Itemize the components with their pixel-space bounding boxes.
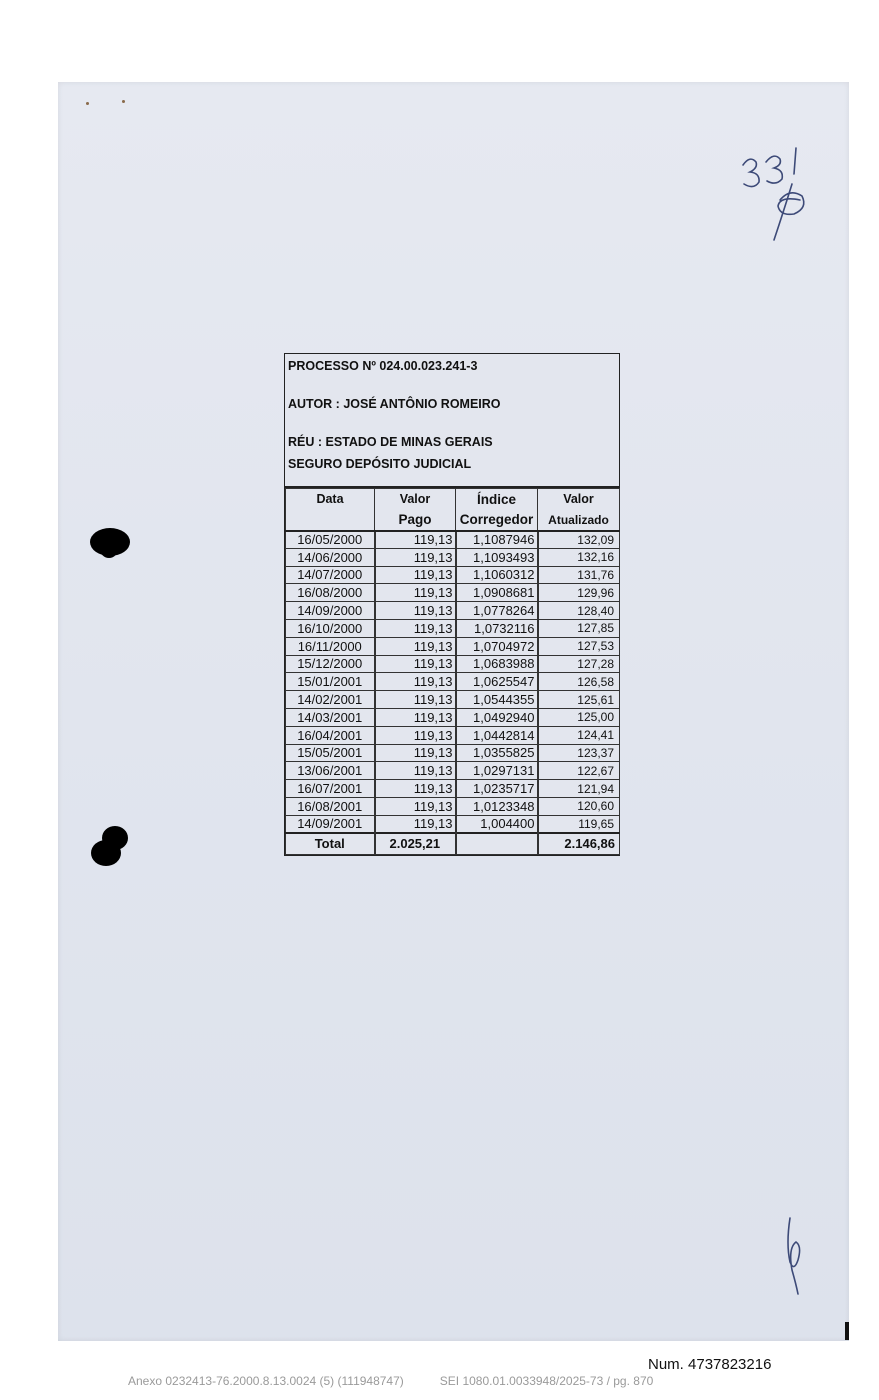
total-row: [286, 833, 620, 854]
row-paid: 119,13: [375, 708, 456, 726]
row-updated: 131,76: [538, 566, 620, 584]
row-index: 1,0492940: [456, 708, 538, 726]
row-paid: 119,13: [375, 602, 456, 620]
row-date: 14/03/2001: [286, 708, 375, 726]
row-paid: 119,13: [375, 780, 456, 798]
row-index: 1,1093493: [456, 548, 538, 566]
document-number: Num. 4737823216: [648, 1356, 772, 1373]
row-updated: 121,94: [538, 780, 620, 798]
author-line: AUTOR : JOSÉ ANTÔNIO ROMEIRO: [288, 397, 501, 411]
row-paid: 119,13: [375, 566, 456, 584]
total-label: Total: [286, 833, 375, 854]
row-updated: 120,60: [538, 797, 620, 815]
row-date: 14/09/2000: [286, 602, 375, 620]
row-index: 1,004400: [456, 815, 538, 833]
row-paid: 119,13: [375, 548, 456, 566]
table-row: [286, 602, 620, 620]
row-date: 16/10/2000: [286, 619, 375, 637]
annex-reference: Anexo 0232413-76.2000.8.13.0024 (5) (111948747): [128, 1374, 404, 1388]
table-row: [286, 531, 620, 549]
row-updated: 132,09: [538, 531, 620, 549]
row-paid: 119,13: [375, 655, 456, 673]
table-row: [286, 655, 620, 673]
table-row: [286, 566, 620, 584]
deposit-table: [285, 488, 620, 855]
header-pago: Pago: [375, 510, 456, 531]
table-header-row-bottom: [286, 510, 620, 531]
row-updated: 129,96: [538, 584, 620, 602]
table-row: [286, 780, 620, 798]
table-row: [286, 584, 620, 602]
row-updated: 125,00: [538, 708, 620, 726]
header-corregedor: Corregedor: [456, 510, 538, 531]
row-updated: 119,65: [538, 815, 620, 833]
header-atualizado: Atualizado: [538, 510, 620, 531]
table-row: [286, 637, 620, 655]
table-row: [286, 762, 620, 780]
case-header: [285, 354, 619, 488]
row-updated: 125,61: [538, 691, 620, 709]
row-date: 15/01/2001: [286, 673, 375, 691]
row-updated: 128,40: [538, 602, 620, 620]
row-index: 1,0123348: [456, 797, 538, 815]
row-date: 16/07/2001: [286, 780, 375, 798]
subject-line: SEGURO DEPÓSITO JUDICIAL: [288, 457, 472, 471]
total-index: [456, 833, 538, 854]
row-index: 1,0442814: [456, 726, 538, 744]
paper-speck: [122, 100, 125, 103]
handwritten-page-number: [738, 140, 828, 250]
process-number: PROCESSO Nº 024.00.023.241-3: [288, 359, 478, 373]
row-date: 16/08/2001: [286, 797, 375, 815]
row-updated: 127,53: [538, 637, 620, 655]
header-valor-2: Valor: [538, 489, 620, 510]
row-paid: 119,13: [375, 673, 456, 691]
table-row: [286, 744, 620, 762]
row-paid: 119,13: [375, 726, 456, 744]
table-row: [286, 548, 620, 566]
row-paid: 119,13: [375, 815, 456, 833]
defendant-line: RÉU : ESTADO DE MINAS GERAIS: [288, 435, 493, 449]
total-updated: 2.146,86: [538, 833, 620, 854]
row-date: 16/08/2000: [286, 584, 375, 602]
row-updated: 132,16: [538, 548, 620, 566]
row-index: 1,0778264: [456, 602, 538, 620]
row-updated: 127,28: [538, 655, 620, 673]
row-paid: 119,13: [375, 691, 456, 709]
row-date: 16/11/2000: [286, 637, 375, 655]
header-data: Data: [286, 489, 375, 510]
punch-hole-top-lobe: [100, 540, 118, 558]
row-date: 14/07/2000: [286, 566, 375, 584]
table-row: [286, 815, 620, 833]
row-updated: 127,85: [538, 619, 620, 637]
paper-speck: [86, 102, 89, 105]
row-index: 1,0732116: [456, 619, 538, 637]
handwritten-initial: [780, 1214, 810, 1298]
scan-edge-mark: [845, 1322, 849, 1340]
table-header-row-top: [286, 489, 620, 510]
table-row: [286, 691, 620, 709]
row-index: 1,0625547: [456, 673, 538, 691]
row-paid: 119,13: [375, 619, 456, 637]
header-valor: Valor: [375, 489, 456, 510]
table-row: [286, 673, 620, 691]
row-date: 14/02/2001: [286, 691, 375, 709]
row-index: 1,0355825: [456, 744, 538, 762]
row-date: 15/05/2001: [286, 744, 375, 762]
row-paid: 119,13: [375, 637, 456, 655]
table-row: [286, 797, 620, 815]
row-paid: 119,13: [375, 762, 456, 780]
row-updated: 123,37: [538, 744, 620, 762]
row-index: 1,1060312: [456, 566, 538, 584]
footer-reference: [128, 1374, 653, 1388]
header-data-sub: [286, 510, 375, 531]
row-updated: 126,58: [538, 673, 620, 691]
row-date: 14/06/2000: [286, 548, 375, 566]
row-date: 16/04/2001: [286, 726, 375, 744]
table-row: [286, 619, 620, 637]
row-paid: 119,13: [375, 531, 456, 549]
row-updated: 122,67: [538, 762, 620, 780]
table-row: [286, 726, 620, 744]
row-index: 1,0297131: [456, 762, 538, 780]
sei-reference: SEI 1080.01.0033948/2025-73 / pg. 870: [439, 1374, 654, 1388]
row-index: 1,0704972: [456, 637, 538, 655]
row-index: 1,1087946: [456, 531, 538, 549]
row-date: 15/12/2000: [286, 655, 375, 673]
calculation-sheet: [284, 353, 620, 856]
row-date: 14/09/2001: [286, 815, 375, 833]
table-row: [286, 708, 620, 726]
row-index: 1,0235717: [456, 780, 538, 798]
row-updated: 124,41: [538, 726, 620, 744]
row-index: 1,0544355: [456, 691, 538, 709]
row-paid: 119,13: [375, 797, 456, 815]
row-date: 16/05/2000: [286, 531, 375, 549]
total-paid: 2.025,21: [375, 833, 456, 854]
row-date: 13/06/2001: [286, 762, 375, 780]
row-paid: 119,13: [375, 584, 456, 602]
row-paid: 119,13: [375, 744, 456, 762]
row-index: 1,0683988: [456, 655, 538, 673]
header-indice: Índice: [456, 489, 538, 510]
punch-hole-bottom-lobe: [91, 840, 121, 866]
row-index: 1,0908681: [456, 584, 538, 602]
